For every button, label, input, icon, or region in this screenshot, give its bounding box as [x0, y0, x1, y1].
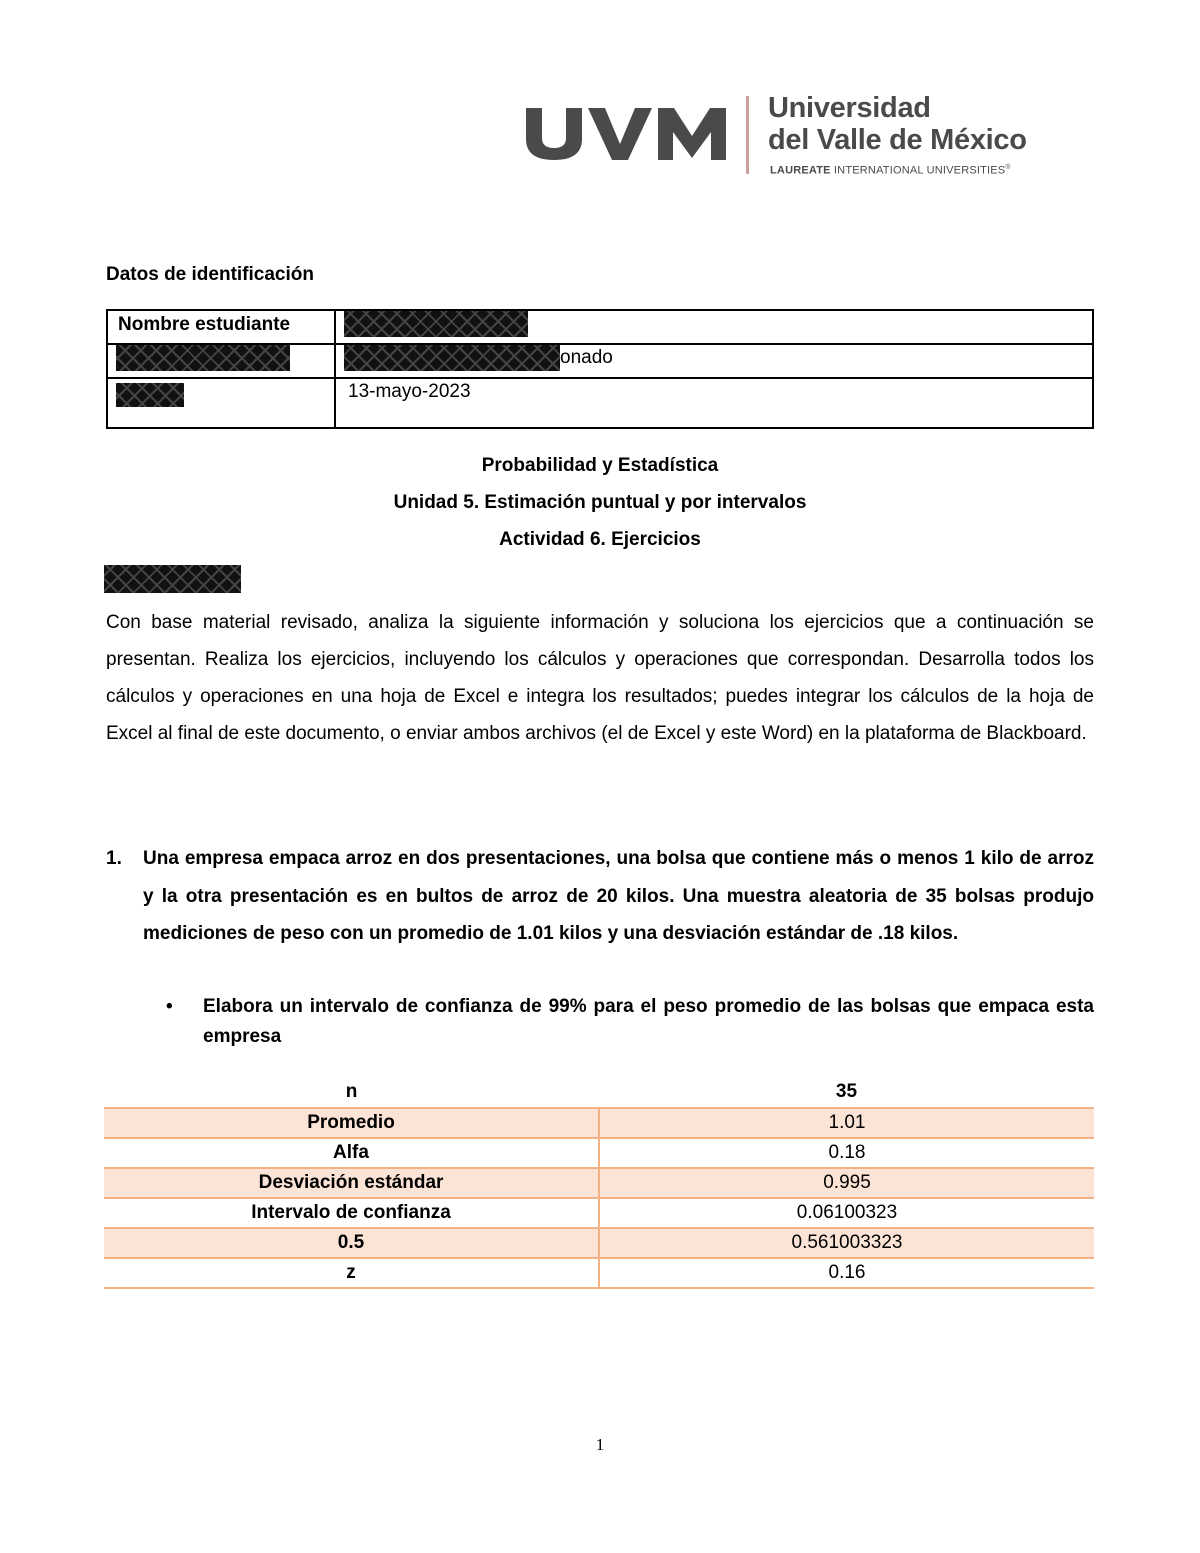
- redacted-block: [104, 565, 241, 593]
- table-row: [104, 1258, 1094, 1288]
- id-value-cell: [335, 344, 1093, 378]
- table-row: [104, 1138, 1094, 1168]
- redacted-block: [344, 311, 528, 337]
- row-label: Desviación estándar: [104, 1168, 599, 1198]
- id-row: [107, 310, 1093, 344]
- bullet-icon: •: [166, 996, 173, 1017]
- row-value: 1.01: [599, 1108, 1094, 1138]
- id-label-cell: [107, 310, 335, 344]
- id-label-cell: [107, 344, 335, 378]
- id-value-cell: [335, 310, 1093, 344]
- row-label: Intervalo de confianza: [104, 1198, 599, 1228]
- table-row: [104, 1198, 1094, 1228]
- row-value: 0.06100323: [599, 1198, 1094, 1228]
- table-header-row: [104, 1076, 1094, 1108]
- activity-title: Actividad 6. Ejercicios: [499, 529, 701, 550]
- question-1: [106, 840, 1094, 953]
- row-label: 0.5: [104, 1228, 599, 1258]
- redacted-block: [344, 345, 560, 371]
- id-label-cell: [107, 378, 335, 428]
- row-value: 0.561003323: [599, 1228, 1094, 1258]
- id-row: [107, 378, 1093, 428]
- bullet-text: Elabora un intervalo de confianza de 99% para el peso promedio de las bolsas que empaca esta empresa: [203, 996, 1094, 1047]
- identification-table: [106, 309, 1094, 429]
- id-value-cell: [335, 378, 1093, 428]
- table-header-value: 35: [599, 1076, 1094, 1108]
- row-label: Alfa: [104, 1138, 599, 1168]
- redacted-block: [116, 345, 290, 371]
- identification-title: Datos de identificación: [106, 264, 314, 285]
- course-title: Probabilidad y Estadística: [481, 455, 719, 476]
- redacted-name-block: [104, 565, 241, 593]
- question-number: 1.: [106, 848, 122, 869]
- row-value: 0.995: [599, 1168, 1094, 1198]
- student-name-label: Nombre estudiante: [118, 314, 291, 335]
- page-number: 1: [595, 1435, 605, 1454]
- row-value: 0.18: [599, 1138, 1094, 1168]
- table-row: [104, 1228, 1094, 1258]
- instructions-paragraph: Con base material revisado, analiza la siguiente información y soluciona los ejercicios que a continuación se presentan. Realiza los ejercicios, incluyendo los cálculos y operaciones que correspondan. Desarrolla todos los cálculos y operaciones en una hoja de Excel e integra los resultados; puedes integrar los cálculos de la hoja de Excel al final de este documento, o enviar ambos archivos (el de Excel y este Word) en la plataforma de Blackboard.: [106, 612, 1094, 744]
- unit-title: Unidad 5. Estimación puntual y por intervalos: [393, 492, 807, 513]
- table-row: [104, 1168, 1094, 1198]
- redacted-block: [116, 383, 184, 407]
- date-value: 13-mayo-2023: [348, 381, 471, 402]
- university-name-line1: Universidad: [768, 92, 931, 124]
- table-row: [104, 1108, 1094, 1138]
- id-value-suffix: onado: [560, 347, 613, 368]
- table-header-label: n: [104, 1076, 599, 1108]
- question-text: Una empresa empaca arroz en dos presentaciones, una bolsa que contiene más o menos 1 kilo de arroz y la otra presentación es en bultos de arroz de 20 kilos. Una muestra aleatoria de 35 bolsas produjo mediciones de peso con un promedio de 1.01 kilos y una desviación estándar de .18 kilos.: [143, 848, 1094, 944]
- results-table: [104, 1076, 1094, 1289]
- logo-divider: [746, 96, 749, 174]
- question-1-bullet: [166, 992, 1094, 1052]
- row-label: z: [104, 1258, 599, 1288]
- laureate-rest: INTERNATIONAL UNIVERSITIES: [830, 164, 1006, 177]
- university-name: [768, 92, 1027, 156]
- row-value: 0.16: [599, 1258, 1094, 1288]
- uvm-logo-mark: [524, 102, 728, 167]
- laureate-tagline: LAUREATE INTERNATIONAL UNIVERSITIES®: [770, 164, 1011, 177]
- laureate-bold: LAUREATE: [770, 164, 831, 177]
- id-row: [107, 344, 1093, 378]
- row-label: Promedio: [104, 1108, 599, 1138]
- university-name-line2: del Valle de México: [768, 124, 1027, 156]
